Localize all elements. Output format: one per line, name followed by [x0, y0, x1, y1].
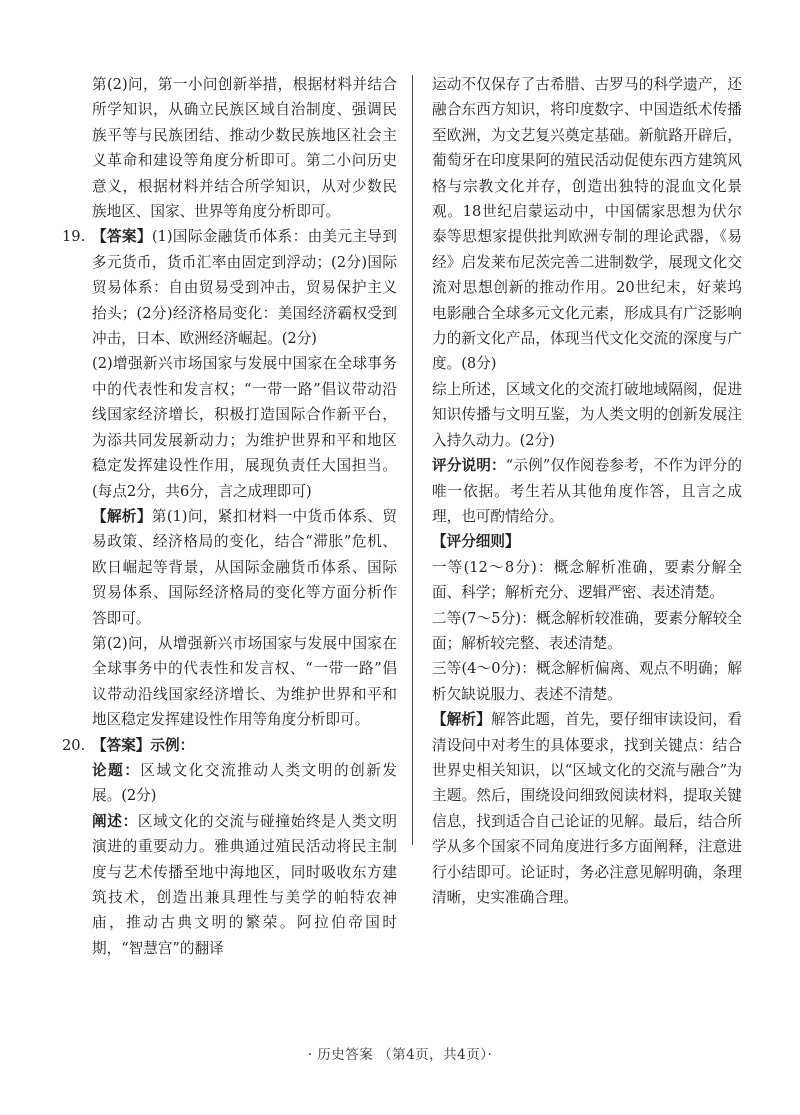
question-19-analysis-1	[92, 504, 397, 631]
scoring-note-text: “示例”仅作阅卷参考，不作为评分的唯一依据。考生若从其他角度作答，且言之成理，也可酌情给分。	[432, 457, 742, 525]
answer-tag: 【答案】	[92, 228, 152, 246]
rubric-item: 二等(7～5分)：概念解析较准确，要素分解较全面；解析较完整、表述清楚。	[432, 609, 742, 652]
example-label: 示例：	[150, 736, 195, 754]
scoring-note-label: 评分说明：	[432, 457, 506, 475]
question-20-thesis	[92, 758, 397, 809]
analysis-text: 解答此题，首先，要仔细审读设问，看清设问中对考生的具体要求，找到关键点：结合世界史相关知识，以“区域文化的交流与融合”为主题。然后，围绕设问细致阅读材料，提取关键信息，找到适合自己论证的见解。最后，结合所学从多个国家不同角度进行多方面阐释，注意进行小结即可。论证时，务必注意见解明确，条理清晰，史实准确合理。	[432, 711, 742, 906]
question-20	[62, 733, 397, 962]
rubric-item: 三等(4～0分)：概念解析偏离、观点不明确；解析欠缺说服力、表述不清楚。	[432, 660, 742, 703]
analysis-tag: 【解析】	[92, 507, 152, 525]
answer-tag: 【答案】	[92, 736, 151, 754]
thesis-label: 论题：	[92, 761, 141, 779]
elaboration-continued: 运动不仅保存了古希腊、古罗马的科学遗产，还融合东西方知识，将印度数字、中国造纸术传播至欧洲，为文艺复兴奠定基础。新航路开辟后，葡萄牙在印度果阿的殖民活动促使东西方建筑风格与宗教文化并存，创造出独特的混血文化景观。18世纪启蒙运动中，中国儒家思想为伏尔泰等思想家提供批判欧洲专制的理论武器，《易经》启发莱布尼茨完善二进制数学，展现文化交流对思想创新的推动作用。20世纪末，好莱坞电影融合全球多元文化元素，形成具有广泛影响力的新文化产品，体现当代文化交流的深度与广度。(8分)	[432, 76, 742, 373]
conclusion: 综上所述，区域文化的交流打破地域隔阂，促进知识传播与文明互鉴，为人类文明的创新发展注入持久动力。(2分)	[432, 380, 742, 449]
question-19-answer-2: (2)增强新兴市场国家与发展中国家在全球事务中的代表性和发言权；“一带一路”倡议带动沿线国家经济增长，积极打造国际合作新平台，为添共同发展新动力；为维护世界和平和地区稳定发挥建设性作用，展现负责任大国担当。(每点2分，共6分，言之成理即可)	[92, 355, 397, 500]
scoring-note	[432, 453, 742, 529]
page-footer: · 历史答案 （第4页，共4页）·	[307, 1047, 493, 1063]
answer-text: (1)国际金融货币体系：由美元主导到多元货币，货币汇率由固定到浮动；(2分)国际贸易体系：自由贸易受到冲击，贸易保护主义抬头；(2分)经济格局变化：美国经济霸权受到冲击，日本、欧洲经济崛起。(2分)	[92, 228, 397, 348]
question-20-answer-header	[92, 733, 397, 758]
question-20-analysis	[432, 707, 742, 910]
analysis-tag: 【解析】	[432, 711, 492, 729]
rubric-title: 【评分细则】	[432, 533, 520, 551]
left-column	[62, 72, 397, 961]
right-column	[432, 72, 742, 910]
analysis-text: 第(1)问，紧扣材料一中货币体系、贸易政策、经济格局的变化，结合“滞胀”危机、欧日崛起等背景，从国际金融货币体系、国际贸易体系、国际经济格局的变化等方面分析作答即可。	[92, 507, 397, 627]
q18-analysis-continued: 第(2)问，第一小问创新举措，根据材料并结合所学知识，从确立民族区域自治制度、强调民族平等与民族团结、推动少数民族地区社会主义革命和建设等角度分析即可。第二小问历史意义，根据材料并结合所学知识，从对少数民族地区、国家、世界等角度分析即可。	[92, 76, 397, 221]
question-19-number: 19.	[62, 228, 86, 246]
elaboration-text: 区域文化的交流与碰撞始终是人类文明演进的重要动力。雅典通过殖民活动将民主制度与艺术传播至地中海地区，同时吸收东方建筑技术，创造出兼具理性与美学的帕特农神庙，推动古典文明的繁荣。阿拉伯帝国时期，“智慧宫”的翻译	[92, 812, 397, 957]
rubric-item: 一等(12～8分)：概念解析准确，要素分解全面、科学；解析充分、逻辑严密、表述清楚。	[432, 558, 742, 602]
column-divider	[412, 75, 413, 845]
question-19-analysis-2: 第(2)问，从增强新兴市场国家与发展中国家在全球事务中的代表性和发言权、“一带一路”倡议带动沿线国家经济增长、为维护世界和平和地区稳定发挥建设性作用等角度分析即可。	[92, 634, 397, 729]
thesis-text: 区域文化交流推动人类文明的创新发展。(2分)	[92, 761, 397, 805]
question-20-number: 20.	[62, 736, 86, 754]
question-19-answer-1	[92, 224, 397, 351]
question-20-elaboration	[92, 809, 397, 961]
elaboration-label: 阐述：	[92, 812, 138, 830]
question-19	[62, 224, 397, 732]
